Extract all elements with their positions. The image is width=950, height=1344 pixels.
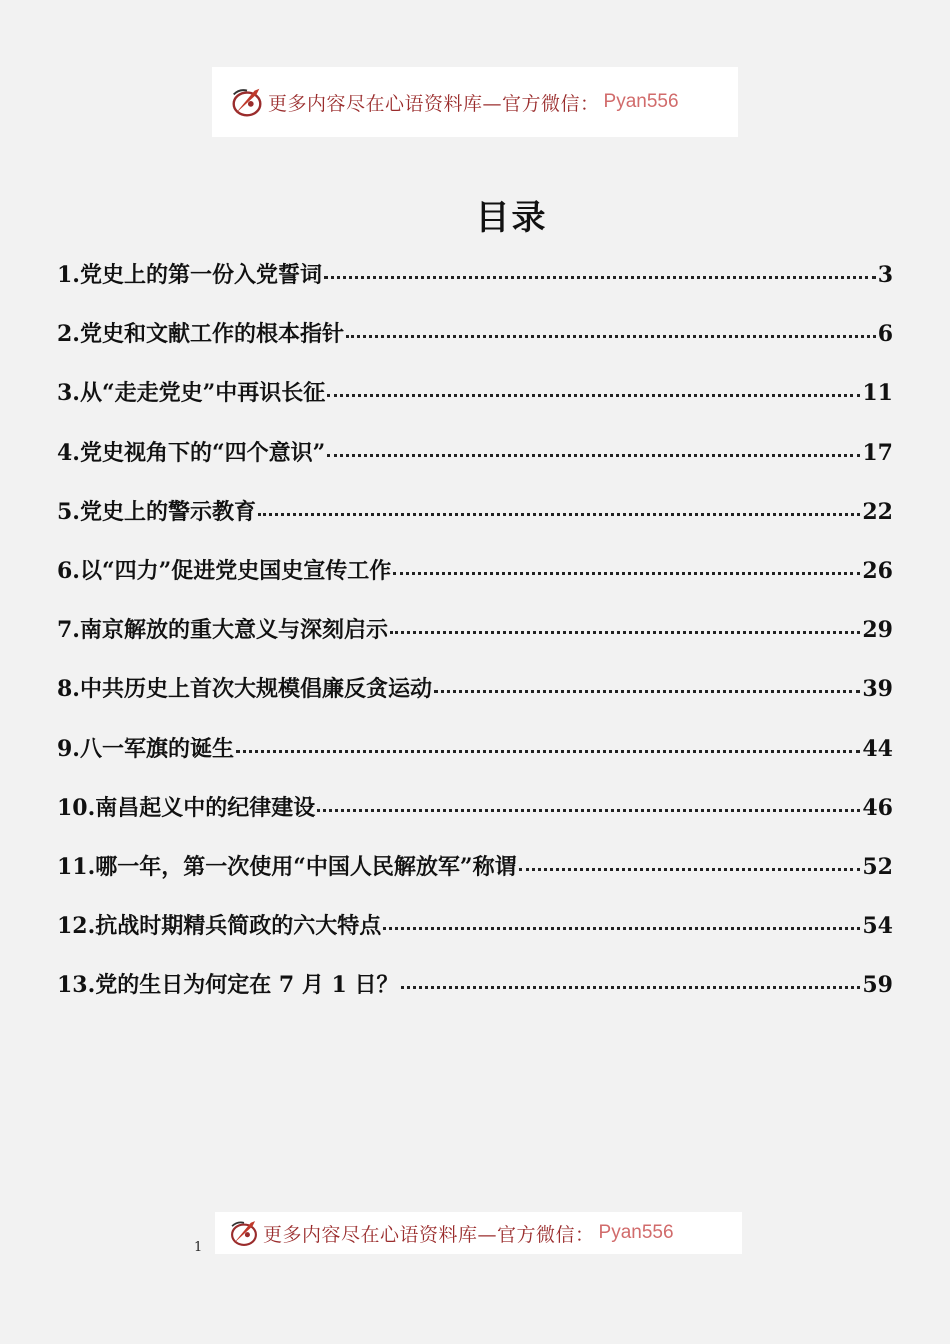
toc-dot-leader [519, 868, 861, 871]
toc-entry-title: 5.党史上的警示教育 [57, 498, 256, 525]
quill-pen-icon [227, 1216, 261, 1250]
toc-dot-leader [236, 750, 860, 753]
toc-entry[interactable] [57, 613, 893, 672]
toc-page-number: 22 [862, 498, 893, 525]
toc-page-number: 26 [862, 557, 893, 584]
toc-page-number: 44 [862, 735, 893, 762]
toc-dot-leader [434, 690, 860, 693]
toc-entry-title: 10.南昌起义中的纪律建设 [57, 794, 316, 821]
toc-entry[interactable] [57, 317, 893, 376]
banner-text: 更多内容尽在心语资料库—官方微信： [263, 1223, 595, 1246]
toc-entry-title: 7.南京解放的重大意义与深刻启示 [57, 617, 388, 644]
toc-dot-leader [324, 276, 876, 279]
toc-dot-leader [401, 986, 861, 989]
toc-entry-title: 4.党史视角下的“四个意识” [57, 439, 326, 466]
toc-page-number: 39 [862, 676, 893, 703]
toc-dot-leader [327, 394, 860, 397]
toc-entry[interactable] [57, 909, 893, 968]
toc-page-number: 54 [862, 913, 893, 940]
toc-entry[interactable] [57, 791, 893, 850]
toc-entry[interactable] [57, 436, 893, 495]
toc-entry-title: 9.八一军旗的诞生 [57, 735, 234, 762]
toc-entry[interactable] [57, 850, 893, 909]
toc-entry[interactable] [57, 672, 893, 731]
toc-dot-leader [258, 513, 860, 516]
page-number: 1 [194, 1240, 203, 1255]
toc-page-number: 3 [877, 262, 893, 288]
toc-entry-title: 2.党史和文献工作的根本指针 [57, 321, 344, 348]
toc-entry-title: 1.党史上的第一份入党誓词 [57, 262, 322, 288]
page-title: 目录 [475, 198, 548, 238]
header-banner [212, 67, 738, 137]
toc-entry-title: 13.党的生日为何定在 7 月 1 日？ [57, 972, 399, 999]
toc-entry[interactable] [57, 554, 893, 613]
toc-page-number: 46 [862, 794, 893, 821]
toc-page-number: 29 [862, 617, 893, 644]
toc-entry-title: 12.抗战时期精兵简政的六大特点 [57, 913, 382, 940]
banner-wechat-id: Pyan556 [603, 91, 679, 112]
toc-dot-leader [390, 631, 860, 634]
toc-entry-title: 3.从“走走党史”中再识长征 [57, 380, 326, 407]
toc-dot-leader [317, 809, 860, 812]
toc-entry[interactable] [57, 376, 893, 435]
toc-entry[interactable] [57, 732, 893, 791]
toc-page-number: 6 [877, 321, 893, 348]
toc-page-number: 11 [862, 380, 893, 407]
toc-entry-title: 8.中共历史上首次大规模倡廉反贪运动 [57, 676, 432, 703]
toc-page-number: 52 [862, 853, 893, 880]
toc-entry-title: 6.以“四力”促进党史国史宣传工作 [57, 557, 392, 584]
toc-entry-title: 11.哪一年，第一次使用“中国人民解放军”称谓 [57, 853, 517, 880]
toc-page-number: 17 [862, 439, 893, 466]
toc-dot-leader [346, 335, 876, 338]
footer-banner [215, 1212, 742, 1254]
toc-dot-leader [383, 927, 860, 930]
toc-dot-leader [393, 572, 860, 575]
banner-text: 更多内容尽在心语资料库—官方微信： [268, 92, 600, 115]
toc-page-number: 59 [862, 972, 893, 999]
toc-entry[interactable] [57, 968, 893, 1027]
toc-entry[interactable] [57, 495, 893, 554]
quill-pen-icon [228, 83, 266, 121]
toc-dot-leader [327, 454, 860, 457]
table-of-contents [57, 258, 893, 1027]
toc-entry[interactable] [57, 258, 893, 317]
banner-wechat-id: Pyan556 [598, 1222, 674, 1243]
